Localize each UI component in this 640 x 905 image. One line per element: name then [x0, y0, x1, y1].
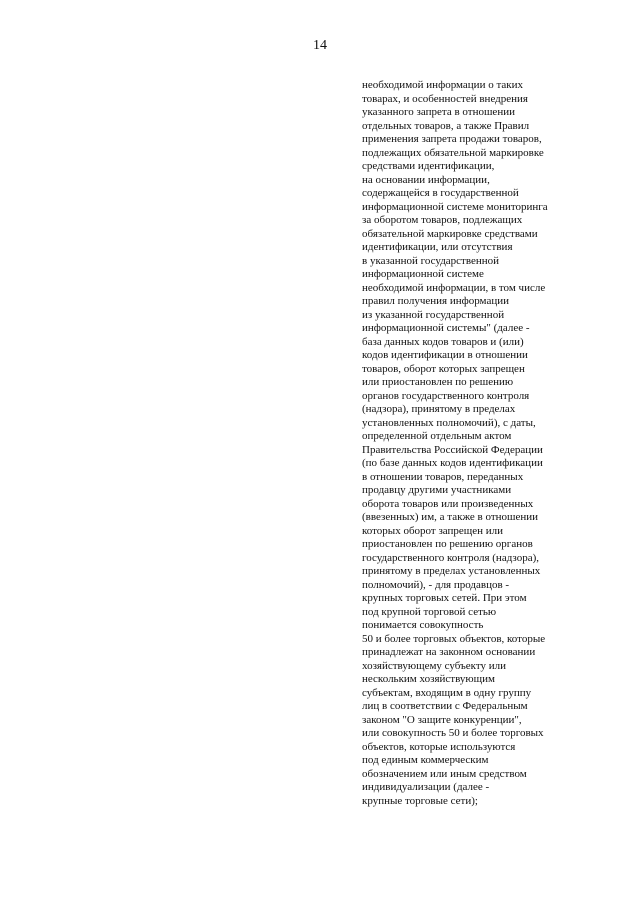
text-line: крупные торговые сети);: [362, 794, 478, 807]
text-line: идентификации, или отсутствия: [362, 241, 513, 253]
text-line: за оборотом товаров, подлежащих: [362, 214, 523, 226]
text-line: применения запрета продажи товаров,: [362, 133, 542, 145]
text-line: кодов идентификации в отношении: [362, 349, 528, 361]
text-line: база данных кодов товаров и (или): [362, 335, 524, 348]
text-line: под крупной торговой сетью: [362, 605, 497, 618]
text-line: товарах, и особенностей внедрения: [362, 92, 528, 105]
body-text-column: [362, 79, 602, 808]
text-line: принятому в пределах установленных: [362, 565, 541, 577]
text-line: на основании информации,: [362, 173, 490, 186]
text-line: или совокупность 50 и более торговых: [362, 727, 544, 739]
text-line: отдельных товаров, а также Правил: [362, 119, 530, 132]
text-line: продавцу другими участниками: [362, 484, 512, 496]
text-line: указанного запрета в отношении: [362, 106, 515, 118]
text-line: товаров, оборот которых запрещен: [362, 362, 525, 375]
text-line: которых оборот запрещен или: [362, 524, 504, 537]
text-line: хозяйствующему субъекту или: [362, 659, 507, 672]
text-line: оборота товаров или произведенных: [362, 497, 534, 510]
text-line: приостановлен по решению органов: [362, 538, 533, 550]
text-line: Правительства Российской Федерации: [362, 443, 543, 456]
text-line: установленных полномочий), с даты,: [362, 416, 536, 429]
text-line: обязательной маркировке средствами: [362, 227, 538, 240]
text-line: принадлежат на законном основании: [362, 646, 536, 658]
text-line: понимается совокупность: [362, 619, 484, 631]
text-line: лиц в соответствии с Федеральным: [362, 700, 528, 712]
text-line: средствами идентификации,: [362, 160, 495, 172]
page-number: 14: [313, 38, 327, 53]
text-line: информационной системе: [362, 268, 484, 280]
text-line: из указанной государственной: [362, 308, 505, 321]
text-line: определенной отдельным актом: [362, 430, 512, 442]
text-line: в указанной государственной: [362, 254, 500, 267]
text-line: информационной системы" (далее -: [362, 322, 530, 334]
text-line: государственного контроля (надзора),: [362, 551, 540, 564]
text-line: органов государственного контроля: [362, 389, 530, 402]
text-line: полномочий), - для продавцов -: [362, 578, 510, 591]
text-line: необходимой информации о таких: [362, 79, 524, 91]
text-line: субъектам, входящим в одну группу: [362, 686, 532, 699]
text-line: необходимой информации, в том числе: [362, 281, 546, 294]
text-line: или приостановлен по решению: [362, 376, 514, 388]
text-line: законом "О защите конкуренции",: [362, 713, 522, 726]
text-line: правил получения информации: [362, 295, 509, 307]
text-line: под единым коммерческим: [362, 754, 489, 766]
text-line: информационной системе мониторинга: [362, 200, 548, 213]
text-line: (ввезенных) им, а также в отношении: [362, 511, 539, 523]
text-line: (надзора), принятому в пределах: [362, 403, 516, 415]
text-line: индивидуализации (далее -: [362, 781, 490, 793]
text-line: обозначением или иным средством: [362, 767, 527, 780]
text-line: в отношении товаров, переданных: [362, 470, 524, 483]
text-line: подлежащих обязательной маркировке: [362, 146, 544, 159]
text-line: крупных торговых сетей. При этом: [362, 592, 527, 604]
text-line: объектов, которые используются: [362, 740, 516, 753]
text-line: 50 и более торговых объектов, которые: [362, 632, 546, 645]
text-line: (по базе данных кодов идентификации: [362, 457, 543, 469]
text-line: нескольким хозяйствующим: [362, 673, 495, 685]
text-line: содержащейся в государственной: [362, 187, 519, 199]
